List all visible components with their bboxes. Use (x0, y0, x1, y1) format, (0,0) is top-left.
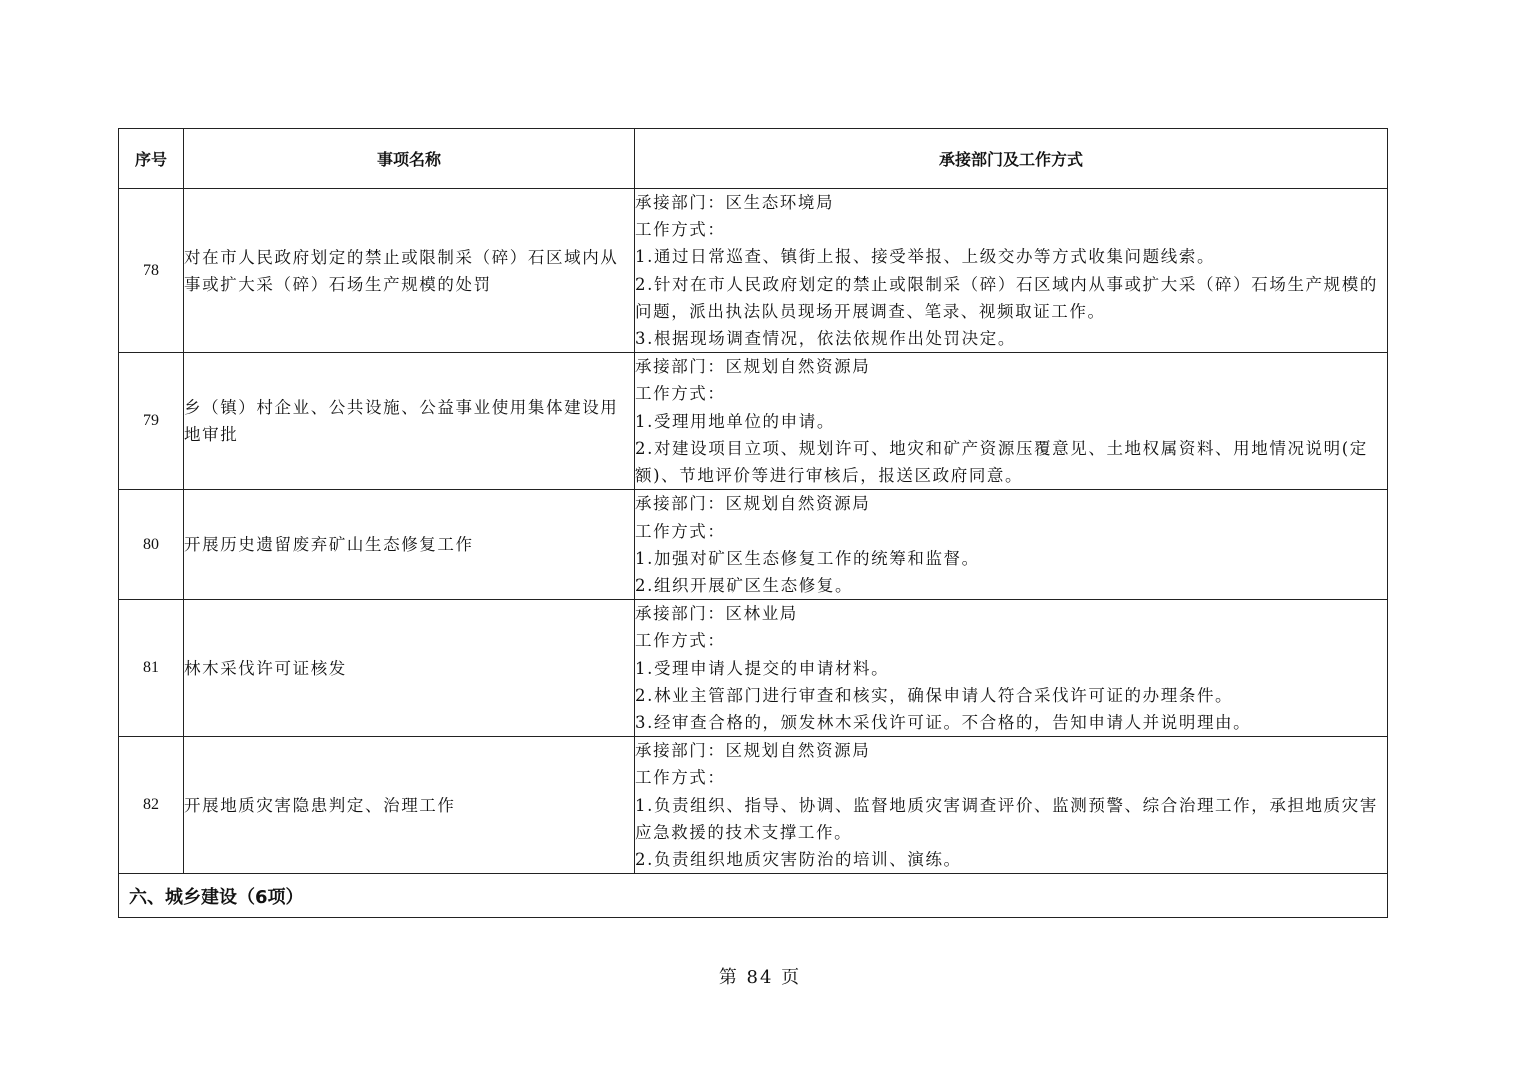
row-method (635, 600, 1388, 737)
method-line: 承接部门：区生态环境局 (635, 193, 835, 212)
header-serial: 序号 (119, 129, 184, 189)
method-line: 工作方式： (635, 384, 726, 404)
row-item-name: 开展历史遗留废弃矿山生态修复工作 (184, 490, 635, 600)
method-line: 承接部门：区林业局 (635, 604, 798, 624)
row-method (635, 737, 1388, 874)
section-row (119, 874, 1388, 918)
row-method (635, 353, 1388, 490)
method-line: 工作方式： (635, 521, 726, 541)
header-department-method: 承接部门及工作方式 (635, 129, 1388, 189)
header-item-name: 事项名称 (184, 129, 635, 189)
table-row (119, 600, 1388, 737)
row-method (635, 490, 1388, 600)
method-line: 2.对建设项目立项、规划许可、地灾和矿产资源压覆意见、土地权属资料、用地情况说明(定额)、节地评价等进行审核后，报送区政府同意。 (635, 438, 1368, 486)
method-line: 工作方式： (635, 768, 726, 788)
row-item-name: 乡（镇）村企业、公共设施、公益事业使用集体建设用地审批 (184, 353, 635, 490)
method-line: 工作方式： (635, 220, 726, 240)
method-line: 3.经审查合格的，颁发林木采伐许可证。不合格的，告知申请人并说明理由。 (635, 713, 1252, 733)
table-row (119, 490, 1388, 600)
method-line: 1.受理用地单位的申请。 (635, 411, 835, 431)
table-row (119, 737, 1388, 874)
method-line: 2.组织开展矿区生态修复。 (635, 575, 854, 595)
items-table (118, 128, 1388, 918)
row-number: 82 (119, 737, 184, 874)
page-number: 第 84 页 (718, 967, 802, 988)
table-row (119, 353, 1388, 490)
method-line: 2.林业主管部门进行审查和核实，确保申请人符合采伐许可证的办理条件。 (635, 685, 1234, 705)
method-line: 1.通过日常巡查、镇街上报、接受举报、上级交办等方式收集问题线索。 (635, 247, 1216, 267)
method-line: 2.针对在市人民政府划定的禁止或限制采（碎）石区域内从事或扩大采（碎）石场生产规模的问题，派出执法队员现场开展调查、笔录、视频取证工作。 (635, 274, 1378, 321)
row-method (635, 189, 1388, 353)
row-item-name: 开展地质灾害隐患判定、治理工作 (184, 737, 635, 874)
row-item-name: 对在市人民政府划定的禁止或限制采（碎）石区域内从事或扩大采（碎）石场生产规模的处罚 (184, 189, 635, 353)
method-line: 2.负责组织地质灾害防治的培训、演练。 (635, 850, 962, 870)
row-number: 78 (119, 189, 184, 353)
method-line: 承接部门：区规划自然资源局 (635, 741, 871, 761)
method-line: 3.根据现场调查情况，依法依规作出处罚决定。 (635, 329, 1016, 349)
row-number: 80 (119, 490, 184, 600)
method-line: 承接部门：区规划自然资源局 (635, 494, 871, 514)
method-line: 工作方式： (635, 631, 726, 651)
table-header-row (119, 129, 1388, 189)
section-heading: 六、城乡建设（6项） (119, 874, 1388, 918)
method-line: 1.受理申请人提交的申请材料。 (635, 658, 890, 678)
table-row (119, 189, 1388, 353)
method-line: 承接部门：区规划自然资源局 (635, 357, 871, 377)
method-line: 1.负责组织、指导、协调、监督地质灾害调查评价、监测预警、综合治理工作，承担地质灾害应急救援的技术支撑工作。 (635, 795, 1378, 842)
row-item-name: 林木采伐许可证核发 (184, 600, 635, 737)
method-line: 1.加强对矿区生态修复工作的统筹和监督。 (635, 548, 980, 568)
row-number: 81 (119, 600, 184, 737)
row-number: 79 (119, 353, 184, 490)
